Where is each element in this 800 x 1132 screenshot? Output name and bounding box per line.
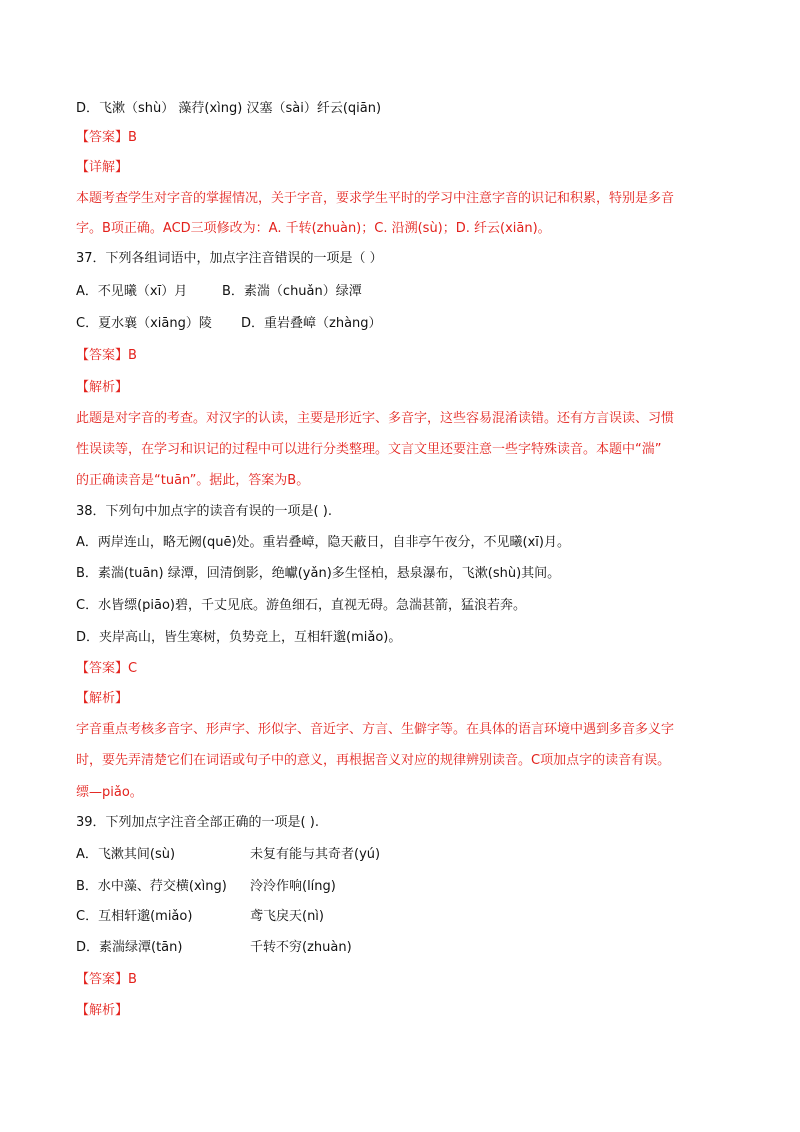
q38-explain-line-3: 缥—piǎo。: [76, 785, 143, 800]
q38-answer-line: [76, 658, 137, 680]
q39-stem: 39．下列加点字注音全部正确的一项是( ).: [76, 815, 319, 830]
q39-option-b-1: B．水中藻、荇交横(xìng): [76, 879, 227, 894]
q37-option-c: C．夏水襄（xiāng）陵: [76, 316, 212, 331]
q37-option-b: B．素湍（chuǎn）绿潭: [222, 284, 362, 299]
q37-stem: 37．下列各组词语中，加点字注音错误的一项是（ ）: [76, 251, 383, 266]
q38-option-b: B．素湍(tuān) 绿潭，回清倒影，绝巘(yǎn)多生怪柏，悬泉瀑布，飞漱(shù)其间。: [76, 566, 561, 581]
q37-explain-line-3: 的正确读音是“tuān”。据此，答案为B。: [76, 473, 310, 488]
answer-value: C: [128, 661, 138, 676]
q39-option-b-2: 泠泠作响(líng): [250, 879, 336, 894]
explain-tag: 【解析】: [76, 1003, 129, 1018]
q39-row-d: [76, 937, 352, 959]
explain-tag: 【详解】: [76, 160, 129, 175]
answer-tag: 【答案】: [76, 130, 129, 145]
explain-tag: 【解析】: [76, 691, 129, 706]
q39-option-d-2: 千转不穷(zhuàn): [250, 940, 352, 955]
answer-value: B: [128, 130, 137, 145]
answer-value: B: [128, 348, 137, 363]
q36-explain-tag: [76, 157, 128, 179]
q39-option-c-2: 鸢飞戾天(nì): [250, 909, 324, 924]
answer-tag: 【答案】: [76, 348, 129, 363]
q39-explain-tag: [76, 1000, 128, 1022]
q36-answer-line: [76, 127, 137, 149]
q39-option-d-1: D．素湍绿潭(tān): [76, 940, 183, 955]
q39-option-a-2: 未复有能与其奇者(yú): [250, 847, 381, 862]
q38-option-d: D．夹岸高山，皆生寒树，负势竞上，互相轩邈(miǎo)。: [76, 630, 402, 645]
q37-answer-line: [76, 345, 137, 367]
q37-options-cd: [76, 313, 382, 335]
q36-option-d: D．飞漱（shù） 藻荇(xìng) 汉塞（sài）纤云(qiān): [76, 101, 382, 116]
answer-tag: 【答案】: [76, 661, 129, 676]
q37-options-ab: [76, 281, 362, 303]
q38-option-c: C．水皆缥(piāo)碧，千丈见底。游鱼细石，直视无碍。急湍甚箭，猛浪若奔。: [76, 598, 527, 613]
explain-tag: 【解析】: [76, 380, 129, 395]
q38-option-a: A．两岸连山，略无阙(quē)处。重岩叠嶂，隐天蔽日，自非亭午夜分，不见曦(xī)月。: [76, 535, 570, 550]
q39-row-b: [76, 876, 336, 898]
answer-value: B: [128, 972, 137, 987]
q36-explain-line-1: 本题考查学生对字音的掌握情况，关于字音，要求学生平时的学习中注意字音的识记和积累，特别是多音: [76, 191, 675, 206]
q39-row-c: [76, 906, 324, 928]
q39-option-c-1: C．互相轩邈(miǎo): [76, 909, 193, 924]
answer-tag: 【答案】: [76, 972, 129, 987]
q36-explain-line-2: 字。B项正确。ACD三项修改为：A. 千转(zhuàn)；C. 沿溯(sù)；D. 纤云(xiān)。: [76, 221, 551, 236]
q37-option-d: D．重岩叠嶂（zhàng）: [241, 316, 382, 331]
q39-option-a-1: A．飞漱其间(sù): [76, 847, 176, 862]
q38-explain-tag: [76, 688, 128, 710]
q39-answer-line: [76, 969, 137, 991]
q37-option-a: A．不见曦（xī）月: [76, 284, 188, 299]
q37-explain-tag: [76, 377, 128, 399]
q37-explain-line-2: 性误读等，在学习和识记的过程中可以进行分类整理。文言文里还要注意一些字特殊读音。本题中“湍”: [76, 442, 662, 457]
q39-row-a: [76, 844, 381, 866]
q37-explain-line-1: 此题是对字音的考查。对汉字的认读，主要是形近字、多音字，这些容易混淆读错。还有方言误读、习惯: [76, 411, 675, 426]
q38-explain-line-2: 时，要先弄清楚它们在词语或句子中的意义，再根据音义对应的规律辨别读音。C项加点字的读音有误。: [76, 753, 671, 768]
q38-explain-line-1: 字音重点考核多音字、形声字、形似字、音近字、方言、生僻字等。在具体的语言环境中遇到多音多义字: [76, 722, 675, 737]
q38-stem: 38．下列句中加点字的读音有误的一项是( ).: [76, 504, 332, 519]
